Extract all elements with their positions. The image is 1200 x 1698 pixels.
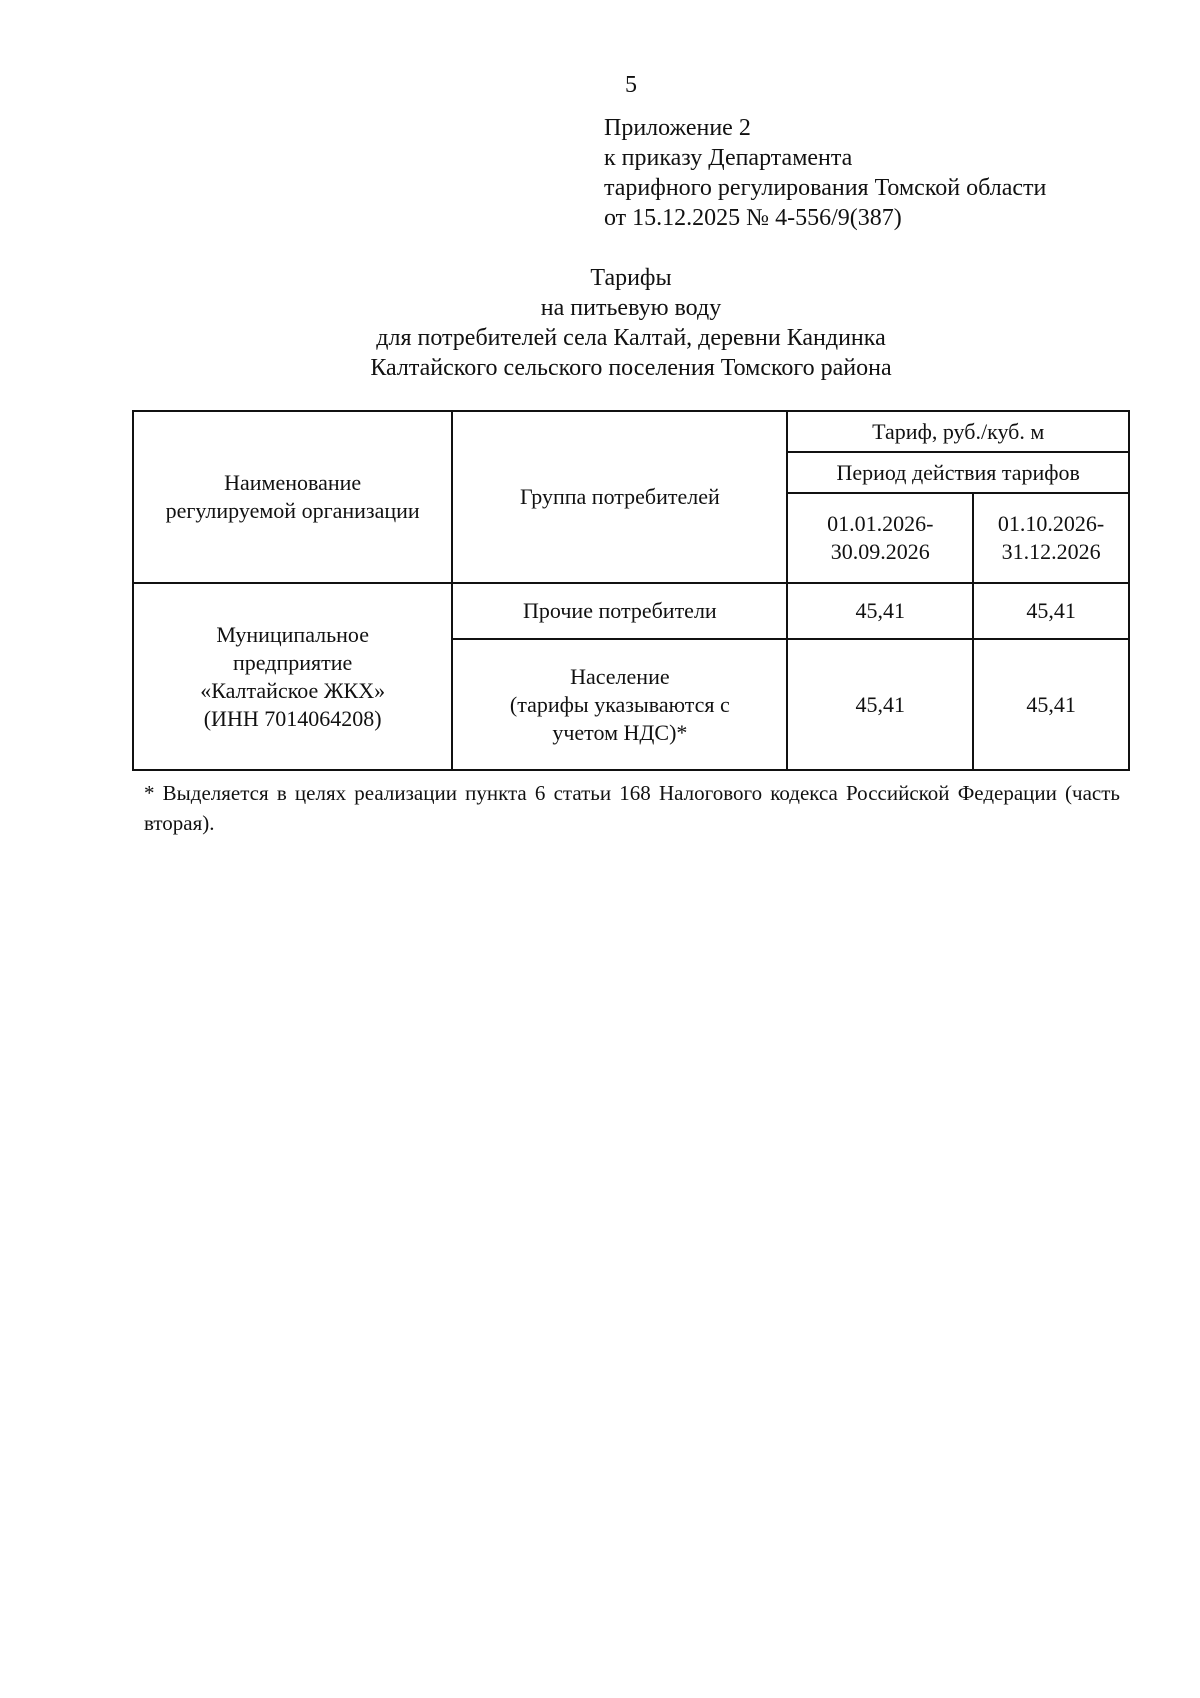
table-row [133, 583, 1129, 639]
tariff-value-cell: 45,41 [973, 583, 1129, 639]
organization-line: «Калтайское ЖКХ» [200, 677, 386, 703]
header-consumer-group: Группа потребителей [452, 411, 787, 583]
appendix-line: Приложение 2 [604, 115, 751, 141]
organization-line: (ИНН 7014064208) [203, 705, 382, 731]
tariffs-table [132, 410, 1130, 771]
period-line: 30.09.2026 [830, 539, 930, 564]
title-line: Калтайского сельского поселения Томского района [370, 355, 892, 381]
consumer-group-cell [452, 639, 787, 770]
title-line: на питьевую воду [540, 295, 722, 321]
organization-line: предприятие [233, 649, 353, 675]
header-tariff: Тариф, руб./куб. м [787, 411, 1129, 452]
period-line: 31.12.2026 [1001, 539, 1101, 564]
footnote: * Выделяется в целях реализации пункта 6 статьи 168 Налогового кодекса Российской Федерации (часть вторая). [144, 781, 1120, 835]
header-org-line: Наименование [224, 470, 362, 495]
document-title [0, 263, 1200, 383]
title-line: Тарифы [590, 265, 672, 291]
appendix-line: тарифного регулирования Томской области [604, 175, 1047, 201]
consumer-group-line: Прочие потребители [523, 598, 717, 623]
page-number: 5 [625, 72, 637, 98]
period-line: 01.10.2026- [997, 511, 1105, 536]
consumer-group-cell [452, 583, 787, 639]
header-period-1 [787, 493, 973, 583]
header-period-2 [973, 493, 1129, 583]
consumer-group-line: учетом НДС)* [552, 719, 688, 745]
consumer-group-line: (тарифы указываются с [509, 691, 730, 717]
tariff-value-cell: 45,41 [787, 583, 973, 639]
title-line: для потребителей села Калтай, деревни Кандинка [376, 325, 886, 351]
consumer-group-line: Население [570, 663, 670, 689]
header-period: Период действия тарифов [787, 452, 1129, 493]
organization-cell [133, 583, 452, 770]
header-org-line: регулируемой организации [165, 498, 420, 523]
tariff-value-cell: 45,41 [973, 639, 1129, 770]
header-organization [133, 411, 452, 583]
appendix-line: к приказу Департамента [604, 145, 853, 171]
header-row [133, 411, 1129, 452]
appendix-reference [604, 113, 1046, 233]
period-line: 01.01.2026- [827, 511, 934, 536]
tariff-value-cell: 45,41 [787, 639, 973, 770]
appendix-line: от 15.12.2025 № 4-556/9(387) [604, 205, 902, 231]
organization-line: Муниципальное [216, 621, 369, 647]
